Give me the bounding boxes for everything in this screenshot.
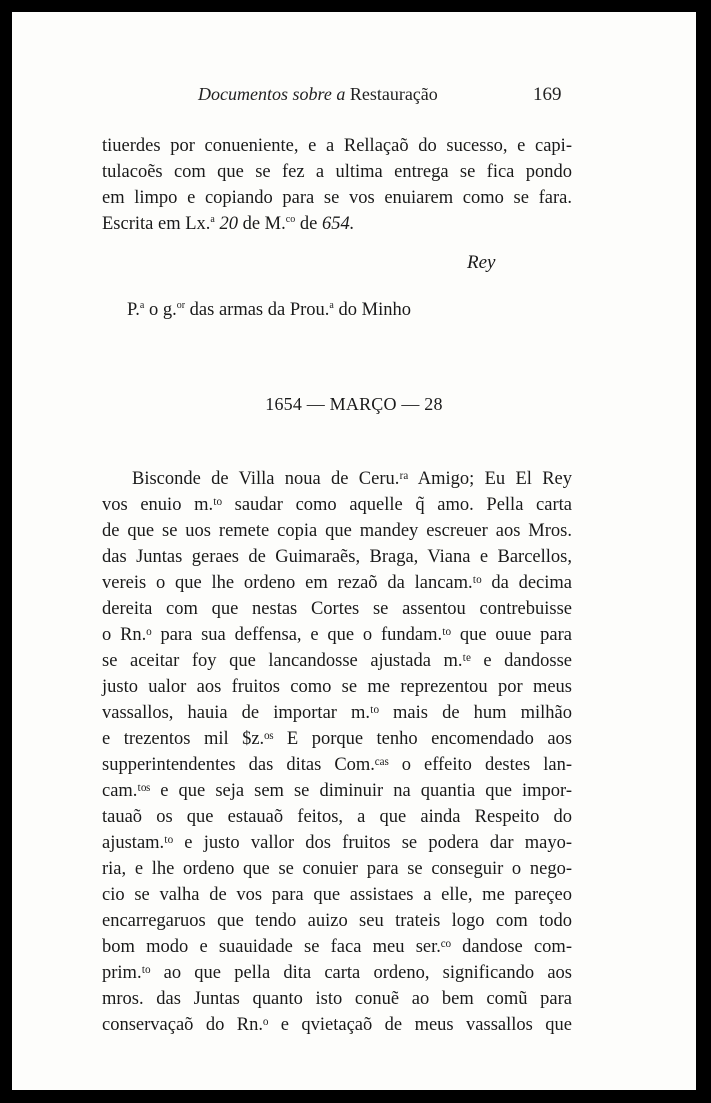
text-line: prim.ᵗᵒ ao que pella dita carta ordeno, significando aos — [102, 963, 572, 983]
text-line: Bisconde de Villa noua de Ceru.ʳᵃ Amigo; Eu El Rey — [132, 469, 572, 489]
addressee: P.$^a$ o g.$^{or}$ das armas da Prou.$^a$ do Minho — [127, 300, 411, 320]
text-line: cio se valha de vos para que assistaes a elle, me pareçeo — [102, 885, 572, 905]
text-line: tauaõ os que estauaõ feitos, a que ainda Respeito do — [102, 807, 572, 827]
text-line: vos enuio m.ᵗᵒ saudar como aquelle q̃ amo. Pella carta — [102, 495, 572, 515]
text-line: justo ualor aos fruitos como se me reprezentou por meus — [102, 677, 572, 697]
text-line: encarregaruos que tendo auizo seu trateis logo com todo — [102, 911, 572, 931]
text-line: se aceitar foy que lancandosse ajustada m.ᵗᵉ e dandosse — [102, 651, 572, 671]
text-line: cam.ᵗᵒˢ e que seja sem se diminuir na quantia que impor- — [102, 781, 572, 801]
text-line: conservaçaõ do Rn.ᵒ e qvietaçaõ de meus vassallos que — [102, 1015, 572, 1035]
page — [12, 12, 696, 1090]
text-line: mros. das Juntas quanto isto conuẽ ao bem comũ para — [102, 989, 572, 1009]
text-line: o Rn.ᵒ para sua deffensa, e que o fundam.ᵗᵒ que ouue para — [102, 625, 572, 645]
text-line: vassallos, hauia de importar m.ᵗᵒ mais de hum milhão — [102, 703, 572, 723]
page-number: 169 — [533, 84, 562, 105]
text-line: vereis o que lhe ordeno em rezaõ da lancam.ᵗᵒ da decima — [102, 573, 572, 593]
text-line: ajustam.ᵗᵒ e justo vallor dos fruitos se podera dar mayo- — [102, 833, 572, 853]
text-line: dereita com que nestas Cortes se assentou contrebuisse — [102, 599, 572, 619]
running-title: Documentos sobre a Restauração — [198, 84, 438, 104]
text-line: bom modo e suauidade se faca meu ser.ᶜᵒ dandose com- — [102, 937, 572, 957]
running-header — [12, 78, 696, 108]
text-line: tiuerdes por conueniente, e a Rellaçaõ do sucesso, e capi- — [102, 136, 572, 156]
text-line: tulacoẽs com que se fez a ultima entrega se fica pondo — [102, 162, 572, 182]
date-heading: 1654 — MARÇO — 28 — [265, 394, 443, 414]
text-line: e trezentos mil $z.ᵒˢ E porque tenho encomendado aos — [102, 729, 572, 749]
text-line: ria, e lhe ordeno que se conuier para se conseguir o nego- — [102, 859, 572, 879]
text-line: de que se uos remete copia que mandey escreuer aos Mros. — [102, 521, 572, 541]
paragraph-continued — [102, 133, 572, 237]
text-line: em limpo e copiando para se vos enuiarem como se fara. — [102, 188, 572, 208]
closing-line: Escrita em Lx.$^a$ 20 de M.$^{co}$ de 654. — [102, 214, 355, 234]
text-line: supperintendentes das ditas Com.ᶜᵃˢ o effeito destes lan- — [102, 755, 572, 775]
signature: Rey — [467, 252, 496, 273]
text-line: das Juntas geraes de Guimaraẽs, Braga, Viana e Barcellos, — [102, 547, 572, 567]
letter-body — [102, 466, 572, 1038]
